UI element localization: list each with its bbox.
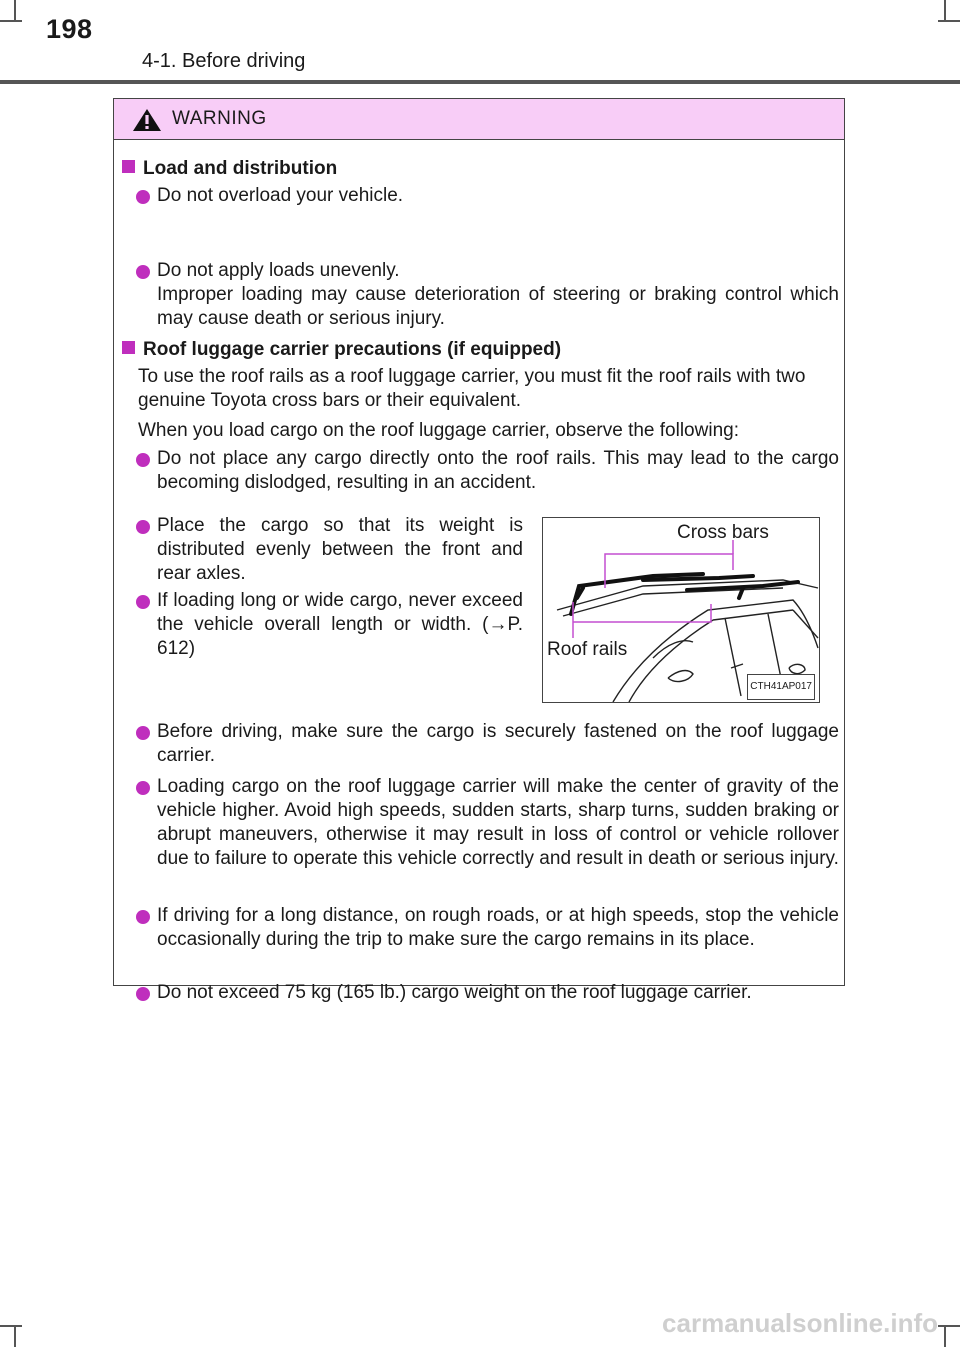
crop-mark <box>0 1325 22 1327</box>
square-bullet-icon <box>122 160 135 173</box>
crop-mark <box>14 1325 16 1347</box>
crop-mark <box>944 0 946 22</box>
roof-item-1: Do not place any cargo directly onto the roof rails. This may lead to the cargo becoming dislodged, resulting in an accident. <box>157 448 839 493</box>
roof-item-6: If driving for a long distance, on rough roads, or at high speeds, stop the vehicle occasionally during the trip to make sure the cargo remains in its place. <box>157 905 839 950</box>
crop-mark <box>0 20 22 22</box>
bullet-icon <box>136 726 150 740</box>
header-rule <box>0 80 960 84</box>
load-item-2: Do not apply loads unevenly. <box>157 260 400 281</box>
roof-item-2: Place the cargo so that its weight is distributed evenly between the front and rear axles. <box>157 515 523 584</box>
cross-bars-label: Cross bars <box>677 522 769 543</box>
roof-item-5: Loading cargo on the roof luggage carrier will make the center of gravity of the vehicle higher. Avoid high speeds, sudden starts, sharp turns, sudden braking or abrupt maneuvers, otherwise it may result in loss of control or vehicle rollover due to failure to operate this vehicle correctly and result in death or serious injury. <box>157 776 839 869</box>
warning-box <box>113 98 845 1003</box>
page-number: 198 <box>46 14 93 44</box>
load-item-2-detail: Improper loading may cause deterioration of steering or braking control which may cause death or serious injury. <box>157 284 839 329</box>
roof-item-4: Before driving, make sure the cargo is securely fastened on the roof luggage carrier. <box>157 721 839 766</box>
roof-intro: To use the roof rails as a roof luggage carrier, you must fit the roof rails with two genuine Toyota cross bars or their equivalent. <box>138 366 806 411</box>
warning-header <box>114 99 844 140</box>
bullet-icon <box>136 520 150 534</box>
bullet-icon <box>136 265 150 279</box>
square-bullet-icon <box>122 341 135 354</box>
crop-mark <box>938 1325 960 1327</box>
bullet-icon <box>136 910 150 924</box>
warning-triangle-icon <box>132 108 162 132</box>
load-heading: Load and distribution <box>122 157 852 181</box>
bullet-icon <box>136 987 150 1001</box>
figure-code: CTH41AP017 <box>747 674 815 700</box>
roof-heading: Roof luggage carrier precautions (if equipped) <box>122 338 852 362</box>
bullet-icon <box>136 453 150 467</box>
load-item-1: Do not overload your vehicle. <box>157 185 404 206</box>
roof-rails-illustration <box>542 517 820 703</box>
warning-title: WARNING <box>172 108 267 129</box>
roof-observe: When you load cargo on the roof luggage carrier, observe the following: <box>138 420 739 441</box>
bullet-icon <box>136 781 150 795</box>
roof-rails-label: Roof rails <box>547 639 628 660</box>
bullet-icon <box>136 190 150 204</box>
section-title: 4-1. Before driving <box>142 50 306 72</box>
bullet-icon <box>136 595 150 609</box>
watermark: carmanualsonline.info <box>662 1308 938 1338</box>
roof-item-7: Do not exceed 75 kg (165 lb.) cargo weight on the roof luggage carrier. <box>157 982 752 1003</box>
roof-item-3: If loading long or wide cargo, never exceed the vehicle overall length or width. (→P. 612) <box>157 590 523 659</box>
crop-mark <box>938 20 960 22</box>
crop-mark <box>944 1325 946 1347</box>
crop-mark <box>14 0 16 22</box>
